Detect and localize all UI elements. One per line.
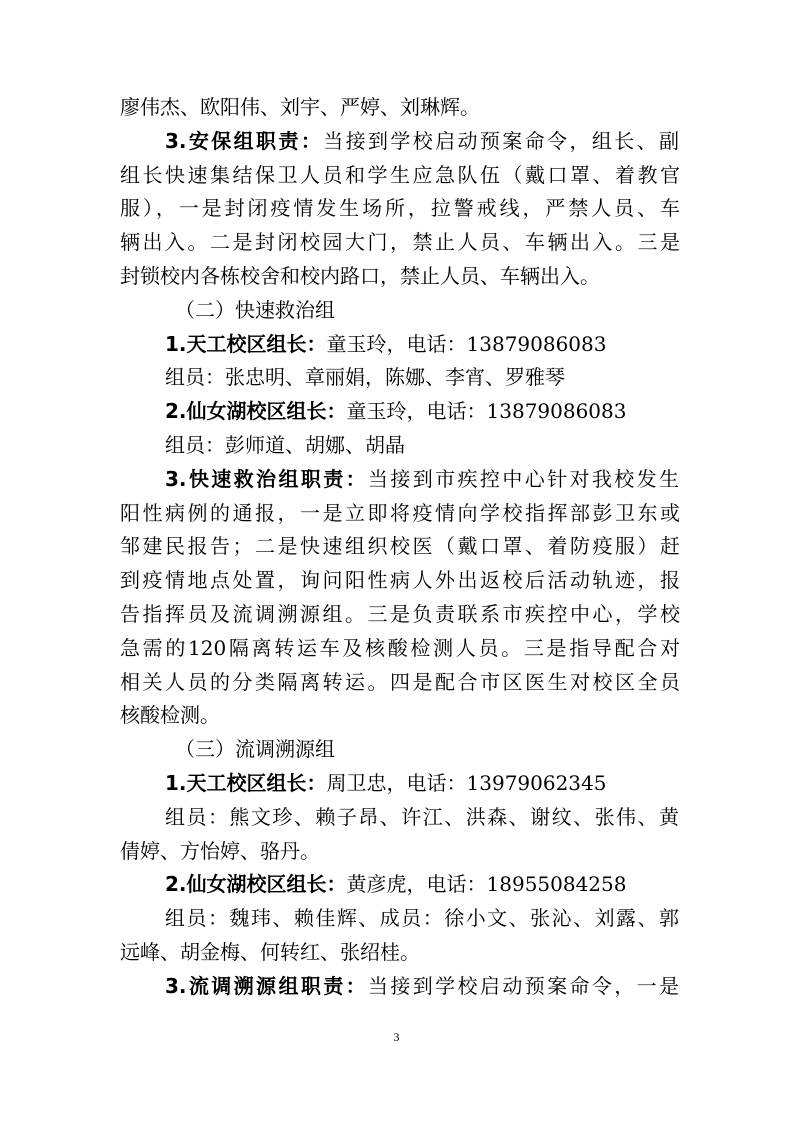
bold-label: 2.仙女湖校区组长： <box>165 872 347 897</box>
line-27 <box>165 971 679 1001</box>
line-text: （三）流调溯源组 <box>175 737 335 762</box>
line-text: 服），一是封闭疫情发生场所，拉警戒线，严禁人员、车 <box>120 196 680 221</box>
line-12 <box>165 464 679 494</box>
line-text: 组员：张忠明、章丽娟，陈娜、李宵、罗雅琴 <box>165 365 565 390</box>
line-text: 邹建民报告；二是快速组织校医（戴口罩、着防疫服）赶 <box>120 534 680 559</box>
bold-label: 3.安保组职责： <box>165 128 324 153</box>
line-13 <box>120 498 680 528</box>
line-26 <box>120 937 680 967</box>
line-text: 远峰、胡金梅、何转红、张绍桂。 <box>120 940 420 964</box>
line-text: 周卫忠，电话：13979062345 <box>326 771 607 795</box>
line-8 <box>165 329 679 359</box>
line-4 <box>120 193 680 223</box>
line-20 <box>175 734 679 764</box>
line-2 <box>165 126 679 156</box>
line-text: 当接到学校启动预案命令，组长、副 <box>323 128 679 153</box>
line-text: 倩婷、方怡婷、骆丹。 <box>120 838 320 863</box>
line-text: 组员：熊文珍、赖子昂、许江、洪森、谢纹、张伟、黄 <box>165 804 679 829</box>
line-text: 组员：彭师道、胡娜、胡晶 <box>165 433 405 457</box>
line-23 <box>120 836 680 866</box>
bold-label: 3.流调溯源组职责： <box>165 973 368 998</box>
line-text: 到疫情地点处置，询问阳性病人外出返校后活动轨迹，报 <box>120 568 680 593</box>
line-18 <box>120 667 680 697</box>
line-text: （二）快速救治组 <box>175 297 335 322</box>
line-text: 告指挥员及流调溯源组。三是负责联系市疾控中心，学校 <box>120 602 680 626</box>
line-14 <box>120 531 680 561</box>
line-text: 急需的120隔离转运车及核酸检测人员。三是指导配合对 <box>120 635 680 660</box>
line-21 <box>165 768 679 798</box>
bold-label: 1.天工校区组长： <box>165 331 327 356</box>
line-16 <box>120 599 680 629</box>
line-11 <box>165 430 679 460</box>
line-24 <box>165 869 679 899</box>
line-1 <box>120 92 680 122</box>
line-text: 黄彦虎，电话：18955084258 <box>346 872 627 897</box>
line-17 <box>120 633 680 663</box>
line-text: 辆出入。二是封闭校园大门，禁止人员、车辆出入。三是 <box>120 230 680 255</box>
line-15 <box>120 565 680 595</box>
line-text: 组员：魏玮、赖佳辉、成员：徐小文、张沁、刘露、郭 <box>165 906 679 931</box>
line-text: 童玉玲，电话：13879086083 <box>326 331 607 356</box>
line-text: 组长快速集结保卫人员和学生应急队伍（戴口罩、着教官 <box>120 162 680 187</box>
line-text: 童玉玲，电话：13879086083 <box>346 399 627 424</box>
line-5 <box>120 227 680 257</box>
line-text: 相关人员的分类隔离转运。四是配合市区医生对校区全员 <box>120 669 680 694</box>
page-number: 3 <box>393 1030 400 1044</box>
line-text: 当接到市疾控中心针对我校发生 <box>368 466 679 491</box>
line-text: 当接到学校启动预案命令，一是 <box>368 973 679 998</box>
line-7 <box>175 295 679 325</box>
line-22 <box>165 802 679 832</box>
line-25 <box>165 903 679 933</box>
line-text: 廖伟杰、欧阳伟、刘宇、严婷、刘琳辉。 <box>120 95 480 119</box>
line-10 <box>165 396 679 426</box>
bold-label: 2.仙女湖校区组长： <box>165 399 347 424</box>
line-6 <box>120 261 680 291</box>
line-text: 核酸检测。 <box>120 703 220 728</box>
line-text: 封锁校内各栋校舍和校内路口，禁止人员、车辆出入。 <box>120 264 600 288</box>
bold-label: 1.天工校区组长： <box>165 771 327 795</box>
line-19 <box>120 700 680 730</box>
line-text: 阳性病例的通报，一是立即将疫情向学校指挥部彭卫东或 <box>120 500 680 525</box>
bold-label: 3.快速救治组职责： <box>165 466 368 491</box>
line-3 <box>120 160 680 190</box>
line-9 <box>165 362 679 392</box>
